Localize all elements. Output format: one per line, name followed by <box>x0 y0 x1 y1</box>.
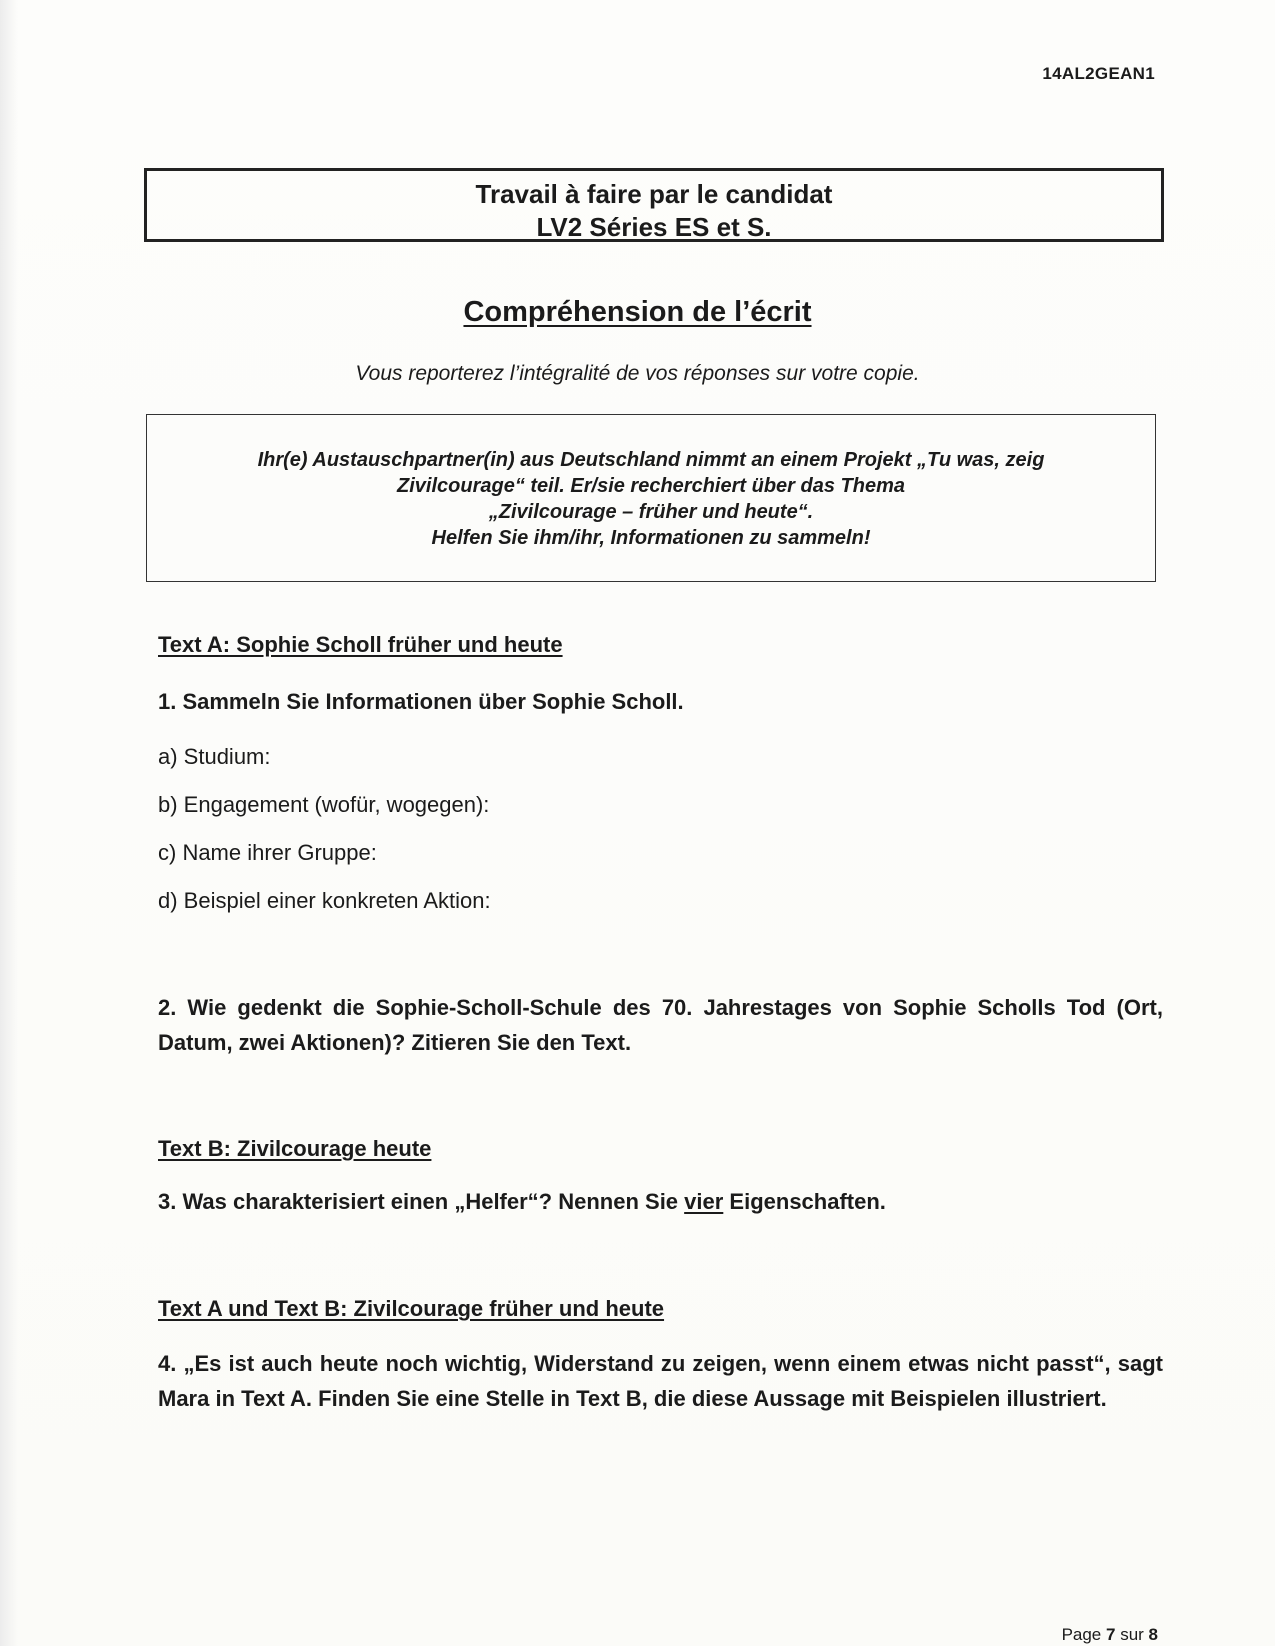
scan-edge-shadow <box>0 0 18 1646</box>
question-3-start: 3. Was charakterisiert einen „Helfer“? Nennen Sie <box>158 1189 685 1214</box>
task-box-line-2: LV2 Séries ES et S. <box>536 212 772 242</box>
context-line-1: Ihr(e) Austauschpartner(in) aus Deutschland nimmt an einem Projekt „Tu was, zeig <box>257 449 1045 471</box>
question-3 <box>158 1184 1163 1219</box>
question-1: 1. Sammeln Sie Informationen über Sophie Scholl. <box>158 689 684 714</box>
footer-separator: sur <box>1115 1625 1149 1644</box>
item-b: b) Engagement (wofür, wogegen): <box>158 792 490 817</box>
context-box <box>146 414 1156 582</box>
text-ab-heading: Text A und Text B: Zivilcourage früher und heute <box>158 1296 665 1321</box>
task-box <box>144 168 1164 242</box>
context-line-4: Helfen Sie ihm/ihr, Informationen zu sammeln! <box>431 527 871 549</box>
section-title <box>0 296 1275 329</box>
item-a: a) Studium: <box>158 744 271 769</box>
task-box-line-1: Travail à faire par le candidat <box>475 179 833 209</box>
text-a-heading: Text A: Sophie Scholl früher und heute <box>158 632 563 657</box>
question-4: 4. „Es ist auch heute noch wichtig, Widerstand zu zeigen, wenn einem etwas nicht passt“, sagt Mara in Text A. Finden Sie eine Stelle in Text B, die diese Aussage mit Beispielen illustriert. <box>158 1351 1163 1411</box>
context-line-3: „Zivilcourage – früher und heute“. <box>488 501 814 523</box>
item-c: c) Name ihrer Gruppe: <box>158 840 377 865</box>
footer-page-number: 7 <box>1106 1625 1116 1644</box>
question-2: 2. Wie gedenkt die Sophie-Scholl-Schule des 70. Jahrestages von Sophie Scholls Tod (Ort, Datum, zwei Aktionen)? Zitieren Sie den Text. <box>158 995 1163 1055</box>
document-code: 14AL2GEAN1 <box>1042 64 1155 83</box>
footer-page-label: Page <box>1061 1625 1106 1644</box>
question-3-end: Eigenschaften. <box>723 1189 886 1214</box>
footer-page-total: 8 <box>1148 1625 1158 1644</box>
item-d: d) Beispiel einer konkreten Aktion: <box>158 888 491 913</box>
page-footer <box>1062 1625 1158 1645</box>
context-line-2: Zivilcourage“ teil. Er/sie recherchiert über das Thema <box>397 475 905 497</box>
text-b-heading: Text B: Zivilcourage heute <box>158 1136 432 1161</box>
section-title-text: Compréhension de l’écrit <box>463 296 812 328</box>
question-3-emphasis: vier <box>684 1189 724 1214</box>
instruction-text: Vous reporterez l’intégralité de vos réponses sur votre copie. <box>355 362 920 385</box>
